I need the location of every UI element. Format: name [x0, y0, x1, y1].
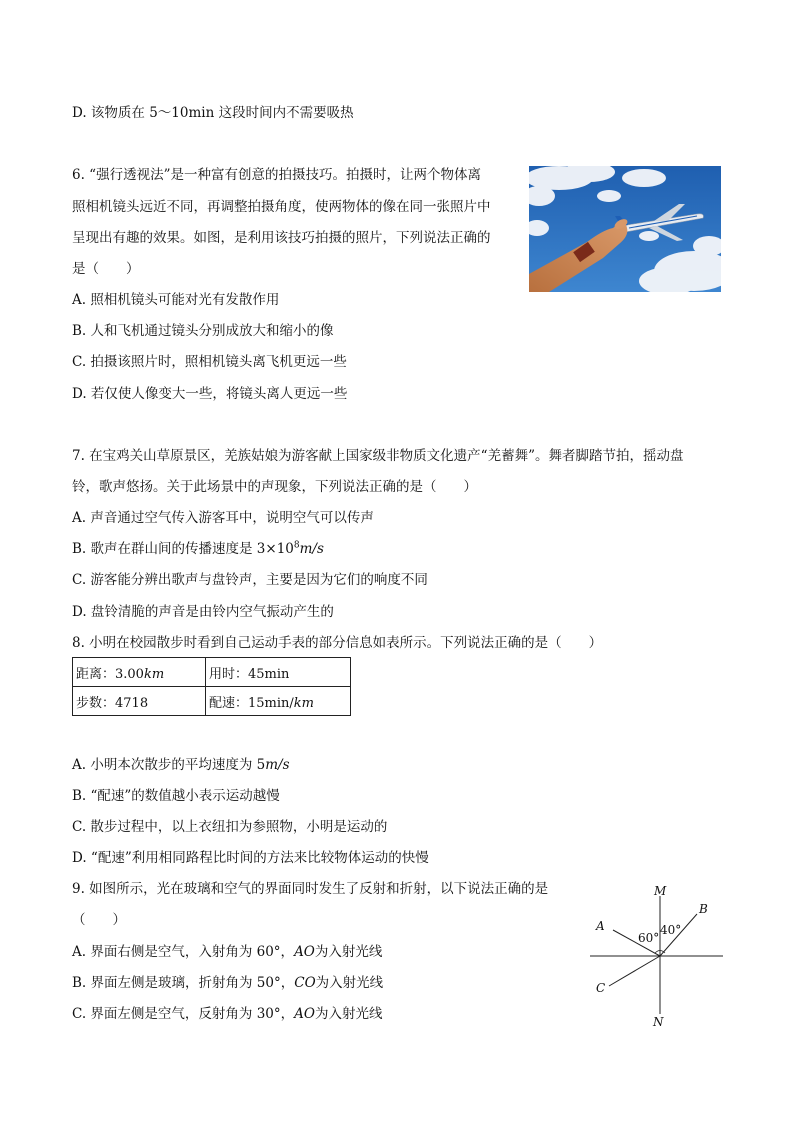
table-row	[73, 658, 351, 687]
q9-option-c-text: C. 界面左侧是空气，反射角为 30°，	[72, 1006, 295, 1022]
q9-option-a-suffix: 为入射光线	[314, 944, 383, 960]
angle-label-left: 60°	[638, 931, 660, 945]
distance-text: 距离：3.00	[76, 666, 144, 682]
label-b: B	[699, 902, 708, 916]
label-n: N	[653, 1015, 664, 1029]
q8-option-c: C. 散步过程中，以上衣纽扣为参照物，小明是运动的	[72, 819, 388, 835]
q6-option-b: B. 人和飞机通过镜头分别成放大和缩小的像	[72, 323, 334, 339]
q6-stem-line-4: 是（ ）	[72, 261, 140, 277]
prev-question-option-d: D. 该物质在 5～10min 这段时间内不需要吸热	[72, 105, 354, 121]
q6-stem-line-3: 呈现出有趣的效果。如图，是利用该技巧拍摄的照片，下列说法正确的	[72, 230, 491, 246]
q7-option-d: D. 盘铃清脆的声音是由铃内空气振动产生的	[72, 604, 334, 620]
q9-option-b	[72, 974, 383, 992]
table-row	[73, 687, 351, 716]
ray-oc	[609, 956, 660, 986]
q9-option-b-suffix: 为入射光线	[315, 975, 384, 991]
distance-cell	[73, 658, 206, 687]
q6-option-d: D. 若仅使人像变大一些，将镜头离人更远一些	[72, 386, 348, 402]
q8-option-b: B. “配速”的数值越小表示运动越慢	[72, 788, 280, 804]
q8-option-a-text: A. 小明本次散步的平均速度为 5	[72, 757, 266, 773]
q8-stem: 8. 小明在校园散步时看到自己运动手表的部分信息如表所示。下列说法正确的是（ ）	[72, 635, 603, 651]
q9-option-b-ray: CO	[294, 975, 316, 991]
q9-option-a	[72, 943, 382, 961]
q7-option-b-exponent: 8	[293, 540, 300, 551]
label-c: C	[596, 981, 606, 995]
q6-stem-line-2: 照相机镜头远近不同，再调整拍摄角度，使两物体的像在同一张照片中	[72, 199, 491, 215]
q6-option-c: C. 拍摄该照片时，照相机镜头离飞机更远一些	[72, 354, 347, 370]
q9-option-c	[72, 1005, 382, 1023]
q8-option-d: D. “配速”利用相同路程比时间的方法来比较物体运动的快慢	[72, 850, 429, 866]
q7-option-b-text: B. 歌声在群山间的传播速度是 3×10	[72, 541, 294, 557]
q7-option-c: C. 游客能分辨出歌声与盘铃声，主要是因为它们的响度不同	[72, 572, 428, 588]
time-cell: 用时：45min	[206, 658, 351, 687]
q9-stem-line-2: （ ）	[72, 912, 126, 928]
q9-option-c-ray: AO	[294, 1006, 315, 1022]
q7-option-b-unit: m/s	[299, 541, 324, 557]
q7-option-a: A. 声音通过空气传入游客耳中，说明空气可以传声	[72, 510, 374, 526]
q8-option-a	[72, 756, 290, 774]
pace-text: 配速：15min/	[209, 695, 294, 711]
angle-label-right: 40°	[660, 923, 682, 937]
watch-info-table	[72, 657, 351, 716]
q8-option-a-unit: m/s	[265, 757, 290, 773]
q7-stem-line-2: 铃，歌声悠扬。关于此场景中的声现象，下列说法正确的是（ ）	[72, 479, 477, 495]
q9-option-c-suffix: 为入射光线	[314, 1006, 383, 1022]
q6-stem-line-1: 6. “强行透视法”是一种富有创意的拍摄技巧。拍摄时，让两个物体离	[72, 167, 481, 183]
q9-option-b-text: B. 界面左侧是玻璃，折射角为 50°，	[72, 975, 295, 991]
steps-cell: 步数：4718	[73, 687, 206, 716]
q9-stem-line-1: 9. 如图所示，光在玻璃和空气的界面同时发生了反射和折射，以下说法正确的是	[72, 881, 549, 897]
q9-option-a-text: A. 界面右侧是空气，入射角为 60°，	[72, 944, 295, 960]
q9-option-a-ray: AO	[294, 944, 315, 960]
pace-cell	[206, 687, 351, 716]
label-m: M	[654, 884, 667, 898]
label-a: A	[596, 919, 605, 933]
q6-option-a: A. 照相机镜头可能对光有发散作用	[72, 292, 280, 308]
q7-stem-line-1: 7. 在宝鸡关山草原景区，羌族姑娘为游客献上国家级非物质文化遗产“羌蓄舞”。舞者脚踏节拍，摇动盘	[72, 448, 684, 464]
light-refraction-diagram	[585, 876, 730, 1036]
distance-unit: km	[143, 666, 165, 682]
q7-option-b	[72, 540, 324, 558]
pace-unit: km	[293, 695, 314, 711]
forced-perspective-photo	[529, 166, 721, 292]
